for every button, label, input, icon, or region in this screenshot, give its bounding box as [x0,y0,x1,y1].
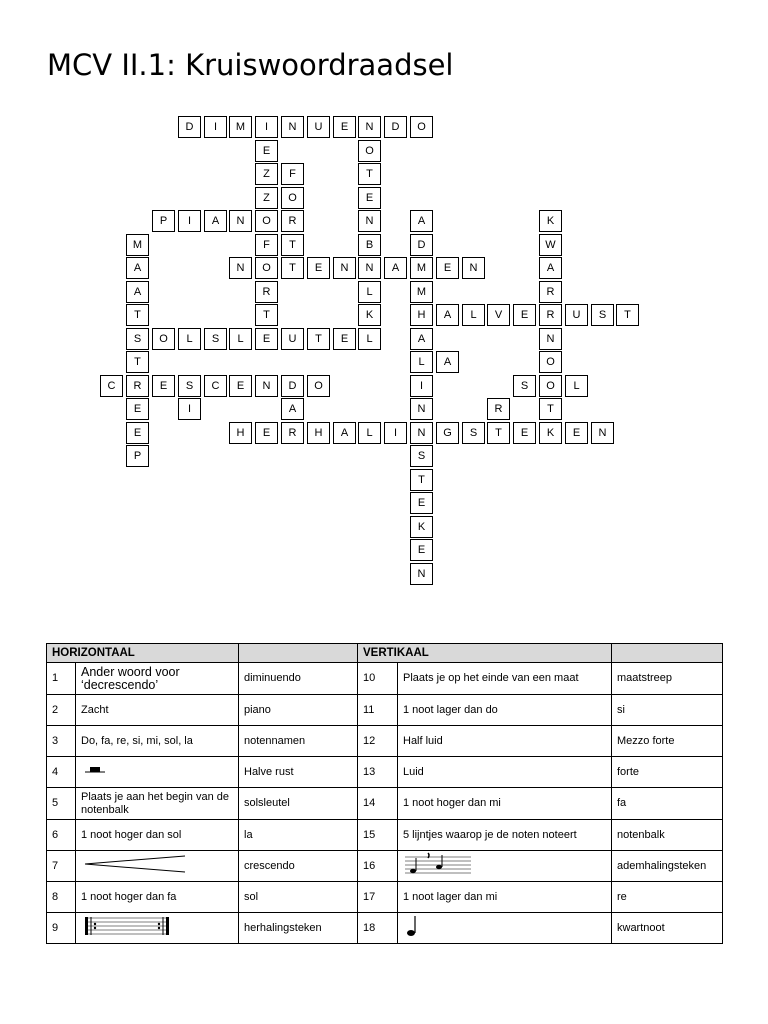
crossword-cell[interactable]: N [358,257,381,279]
crossword-cell[interactable]: F [281,163,304,185]
crossword-cell[interactable]: E [358,187,381,209]
clue-question: 1 noot lager dan do [398,695,612,726]
clue-number: 12 [358,726,398,757]
crossword-cell[interactable]: U [281,328,304,350]
crossword-cell[interactable]: K [358,304,381,326]
clue-question: Ander woord voor ‘decrescendo’ [76,663,239,695]
clue-answer: herhalingsteken [239,913,358,944]
crossword-cell[interactable]: T [616,304,639,326]
crossword-cell[interactable]: T [410,469,433,491]
crossword-cell[interactable]: F [255,234,278,256]
crossword-cell[interactable]: S [462,422,485,444]
clue-table [46,643,723,944]
crossword-cell[interactable]: P [152,210,175,232]
crossword-cell[interactable]: N [255,375,278,397]
crossword-cell[interactable]: Z [255,187,278,209]
crossword-cell[interactable]: K [539,210,562,232]
quarter-note-icon [403,913,423,943]
crossword-cell[interactable]: L [178,328,201,350]
crossword-cell[interactable]: M [229,116,252,138]
crossword-cell[interactable]: S [204,328,227,350]
clue-number: 6 [47,820,76,851]
clue-question: Half luid [398,726,612,757]
crossword-cell[interactable]: D [178,116,201,138]
clue-question: 1 noot hoger dan fa [76,882,239,913]
crossword-cell[interactable]: O [307,375,330,397]
crossword-cell[interactable]: R [539,304,562,326]
crossword-cell[interactable]: K [410,516,433,538]
clue-row [47,695,723,726]
crossword-cell[interactable]: O [358,140,381,162]
clue-number: 14 [358,788,398,820]
crossword-cell[interactable]: T [126,351,149,373]
crossword-cell[interactable]: O [152,328,175,350]
clue-question [76,913,239,944]
clue-row [47,913,723,944]
repeat-sign-icon [81,914,173,942]
page-title: MCV II.1: Kruiswoordraadsel [47,48,454,82]
clue-row [47,757,723,788]
crossword-cell[interactable]: A [436,351,459,373]
crossword-cell[interactable]: I [178,210,201,232]
crossword-cell[interactable]: H [410,304,433,326]
crossword-cell[interactable]: E [513,422,536,444]
breath-mark-icon [403,851,473,881]
crossword-cell[interactable]: A [436,304,459,326]
clue-number: 11 [358,695,398,726]
crossword-cell[interactable]: E [229,375,252,397]
crossword-cell[interactable]: R [281,422,304,444]
crossword-cell[interactable]: N [358,116,381,138]
crossword-cell[interactable]: S [591,304,614,326]
crossword-cell[interactable]: M [126,234,149,256]
clue-number: 16 [358,851,398,882]
clue-answer: ademhalingsteken [612,851,723,882]
clue-question: Luid [398,757,612,788]
clue-number: 13 [358,757,398,788]
crossword-cell[interactable]: L [410,351,433,373]
clue-number: 8 [47,882,76,913]
crossword-cell[interactable]: R [487,398,510,420]
clue-answer: sol [239,882,358,913]
crossword-cell[interactable]: S [126,328,149,350]
crossword-cell[interactable]: I [255,116,278,138]
crossword-cell[interactable]: E [255,328,278,350]
clue-number: 3 [47,726,76,757]
crescendo-icon [81,853,191,879]
crossword-cell[interactable]: H [307,422,330,444]
horizontal-header: HORIZONTAAL [47,644,239,663]
crossword-cell[interactable]: A [333,422,356,444]
clue-question: 1 noot hoger dan mi [398,788,612,820]
crossword-cell[interactable]: E [333,328,356,350]
crossword-cell[interactable]: B [358,234,381,256]
crossword-cell[interactable]: Z [255,163,278,185]
crossword-cell[interactable]: O [255,210,278,232]
clue-question: Plaats je op het einde van een maat [398,663,612,695]
crossword-cell[interactable]: H [229,422,252,444]
clue-number: 4 [47,757,76,788]
clue-question [398,913,612,944]
clue-question [398,851,612,882]
crossword-cell[interactable]: T [255,304,278,326]
crossword-cell[interactable]: I [178,398,201,420]
crossword-cell[interactable]: D [410,234,433,256]
crossword-cell[interactable]: N [358,210,381,232]
crossword-cell[interactable]: U [565,304,588,326]
crossword-cell[interactable]: T [281,257,304,279]
crossword-cell[interactable]: A [384,257,407,279]
crossword-cell[interactable]: C [204,375,227,397]
crossword-cell[interactable]: R [281,210,304,232]
clue-question: 5 lijntjes waarop je de noten noteert [398,820,612,851]
crossword-cell[interactable]: O [410,116,433,138]
clue-number: 18 [358,913,398,944]
clue-answer: si [612,695,723,726]
crossword-cell[interactable]: D [281,375,304,397]
crossword-cell[interactable]: O [539,375,562,397]
crossword-cell[interactable]: E [436,257,459,279]
clue-answer: piano [239,695,358,726]
crossword-cell[interactable]: N [229,257,252,279]
clue-answer: forte [612,757,723,788]
clue-row [47,820,723,851]
crossword-cell[interactable]: T [539,398,562,420]
clue-answer: diminuendo [239,663,358,695]
crossword-cell[interactable]: L [565,375,588,397]
clue-question: Do, fa, re, si, mi, sol, la [76,726,239,757]
crossword-cell[interactable]: A [281,398,304,420]
clue-answer: Mezzo forte [612,726,723,757]
clue-answer: fa [612,788,723,820]
crossword-cell[interactable]: M [410,281,433,303]
crossword-cell[interactable]: N [410,563,433,585]
crossword-cell[interactable]: T [307,328,330,350]
crossword-cell[interactable]: S [513,375,536,397]
clue-question: 1 noot lager dan mi [398,882,612,913]
crossword-cell[interactable]: E [255,140,278,162]
crossword-cell[interactable]: E [126,422,149,444]
clue-number: 9 [47,913,76,944]
crossword-cell[interactable]: N [281,116,304,138]
vertical-header: VERTIKAAL [358,644,612,663]
crossword-cell[interactable]: A [410,328,433,350]
crossword-cell[interactable]: A [410,210,433,232]
crossword-cell[interactable]: R [255,281,278,303]
clue-question: 1 noot hoger dan sol [76,820,239,851]
crossword-cell[interactable]: V [487,304,510,326]
crossword-cell[interactable]: E [410,492,433,514]
crossword-cell[interactable]: R [539,281,562,303]
crossword-cell[interactable]: W [539,234,562,256]
crossword-cell[interactable]: S [178,375,201,397]
crossword-cell[interactable]: E [126,398,149,420]
crossword-cell[interactable]: G [436,422,459,444]
crossword-cell[interactable]: A [126,281,149,303]
crossword-cell[interactable]: L [358,281,381,303]
crossword-cell[interactable]: U [307,116,330,138]
crossword-cell[interactable]: I [410,375,433,397]
crossword-cell[interactable]: N [539,328,562,350]
clue-row [47,851,723,882]
clue-answer: re [612,882,723,913]
crossword-cell[interactable]: T [281,234,304,256]
crossword-cell[interactable]: E [565,422,588,444]
crossword-cell[interactable]: C [100,375,123,397]
clue-answer: Halve rust [239,757,358,788]
crossword-cell[interactable]: E [152,375,175,397]
crossword-cell[interactable]: K [539,422,562,444]
clue-row [47,788,723,820]
clue-question: Plaats je aan het begin van de notenbalk [76,788,239,820]
clue-number: 7 [47,851,76,882]
clue-number: 2 [47,695,76,726]
clue-number: 1 [47,663,76,695]
clue-question [76,851,239,882]
clue-header-row [47,644,723,663]
clue-answer: notennamen [239,726,358,757]
clue-answer: notenbalk [612,820,723,851]
crossword-cell[interactable]: N [410,398,433,420]
crossword-cell[interactable]: N [591,422,614,444]
crossword-cell[interactable]: A [204,210,227,232]
crossword-cell[interactable]: A [126,257,149,279]
crossword-cell[interactable]: E [255,422,278,444]
crossword-cell[interactable]: I [384,422,407,444]
clue-number: 17 [358,882,398,913]
crossword-cell[interactable]: N [333,257,356,279]
crossword-cell[interactable]: E [333,116,356,138]
crossword-cell[interactable]: M [410,257,433,279]
crossword-cell[interactable]: L [358,328,381,350]
crossword-cell[interactable]: I [204,116,227,138]
crossword-cell[interactable]: T [126,304,149,326]
clue-answer: solsleutel [239,788,358,820]
crossword-cell[interactable]: O [281,187,304,209]
clue-answer: crescendo [239,851,358,882]
clue-number: 10 [358,663,398,695]
clue-row [47,882,723,913]
clue-answer: la [239,820,358,851]
clue-question [76,757,239,788]
clue-number: 5 [47,788,76,820]
crossword-cell[interactable]: D [384,116,407,138]
crossword-cell[interactable]: A [539,257,562,279]
crossword-cell[interactable]: T [358,163,381,185]
crossword-cell[interactable]: L [462,304,485,326]
crossword-cell[interactable]: L [229,328,252,350]
clue-answer: maatstreep [612,663,723,695]
crossword-cell[interactable]: E [410,539,433,561]
clue-question: Zacht [76,695,239,726]
crossword-cell[interactable]: O [255,257,278,279]
crossword-cell[interactable]: T [487,422,510,444]
crossword-cell[interactable]: S [410,445,433,467]
crossword-cell[interactable]: E [513,304,536,326]
crossword-cell[interactable]: O [539,351,562,373]
crossword-cell[interactable]: N [410,422,433,444]
crossword-cell[interactable]: N [462,257,485,279]
crossword-cell[interactable]: L [358,422,381,444]
clue-row [47,663,723,695]
crossword-cell[interactable]: R [126,375,149,397]
crossword-cell[interactable]: E [307,257,330,279]
clue-number: 15 [358,820,398,851]
clue-row [47,726,723,757]
crossword-cell[interactable]: N [229,210,252,232]
clue-answer: kwartnoot [612,913,723,944]
half-rest-icon [81,763,121,781]
crossword-cell[interactable]: P [126,445,149,467]
